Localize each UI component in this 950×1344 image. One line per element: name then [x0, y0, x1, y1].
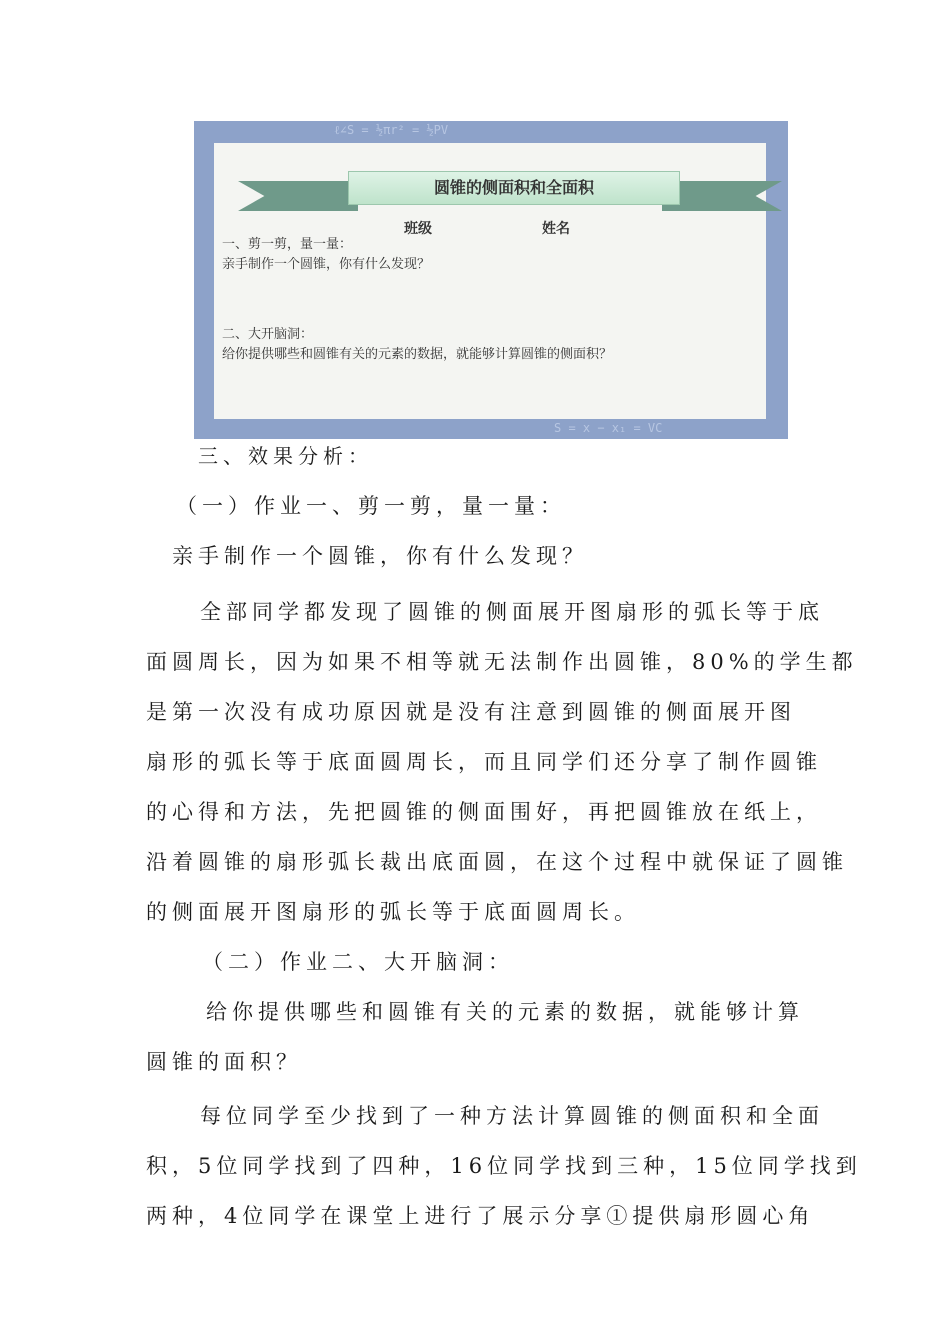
background-formula-bottom: S = x − x₁ = VC [554, 421, 663, 435]
ribbon-left-tail [238, 181, 358, 211]
hw1-line: 的心得和方法，先把圆锥的侧面围好，再把圆锥放在纸上， [146, 800, 822, 824]
task2-heading: 二、大开脑洞： [222, 327, 314, 342]
worksheet-image [194, 121, 788, 439]
hw1-heading: （一）作业一、剪一剪，量一量： [176, 494, 566, 518]
hw1-line: 是第一次没有成功原因就是没有注意到圆锥的侧面展开图 [146, 700, 796, 724]
task1-prompt: 亲手制作一个圆锥，你有什么发现？ [222, 257, 431, 272]
ribbon-right-tail [662, 181, 782, 211]
background-formula-top: ℓ∠S = ½πr² = ½PV [334, 123, 449, 137]
hw1-line: 全部同学都发现了圆锥的侧面展开图扇形的弧长等于底 [200, 600, 824, 624]
hw1-line: 的侧面展开图扇形的弧长等于底面圆周长。 [146, 900, 640, 924]
hw1-line: 沿着圆锥的扇形弧长裁出底面圆，在这个过程中就保证了圆锥 [146, 850, 848, 874]
hw1-line: 扇形的弧长等于底面圆周长，而且同学们还分享了制作圆锥 [146, 750, 822, 774]
hw2-line: 积，5位同学找到了四种，16位同学找到三种，15位同学找到 [146, 1154, 862, 1178]
class-label: 班级 [404, 221, 432, 237]
hw2-prompt-line: 给你提供哪些和圆锥有关的元素的数据，就能够计算 [206, 1000, 804, 1024]
hw2-heading: （二）作业二、大开脑洞： [202, 950, 514, 974]
section3-heading: 三、效果分析： [198, 444, 373, 468]
task1-heading: 一、剪一剪，量一量： [222, 237, 353, 252]
hw1-line: 面圆周长，因为如果不相等就无法制作出圆锥，80%的学生都 [146, 650, 858, 674]
hw2-line: 两种，4位同学在课堂上进行了展示分享①提供扇形圆心角 [146, 1204, 815, 1228]
hw2-prompt-line: 圆锥的面积？ [146, 1050, 302, 1074]
worksheet-card [214, 143, 766, 419]
task2-prompt: 给你提供哪些和圆锥有关的元素的数据，就能够计算圆锥的侧面积？ [222, 347, 613, 362]
hw2-line: 每位同学至少找到了一种方法计算圆锥的侧面积和全面 [200, 1104, 824, 1128]
name-label: 姓名 [542, 221, 570, 237]
hw1-prompt: 亲手制作一个圆锥，你有什么发现？ [172, 544, 588, 568]
worksheet-title: 圆锥的侧面积和全面积 [348, 171, 680, 205]
